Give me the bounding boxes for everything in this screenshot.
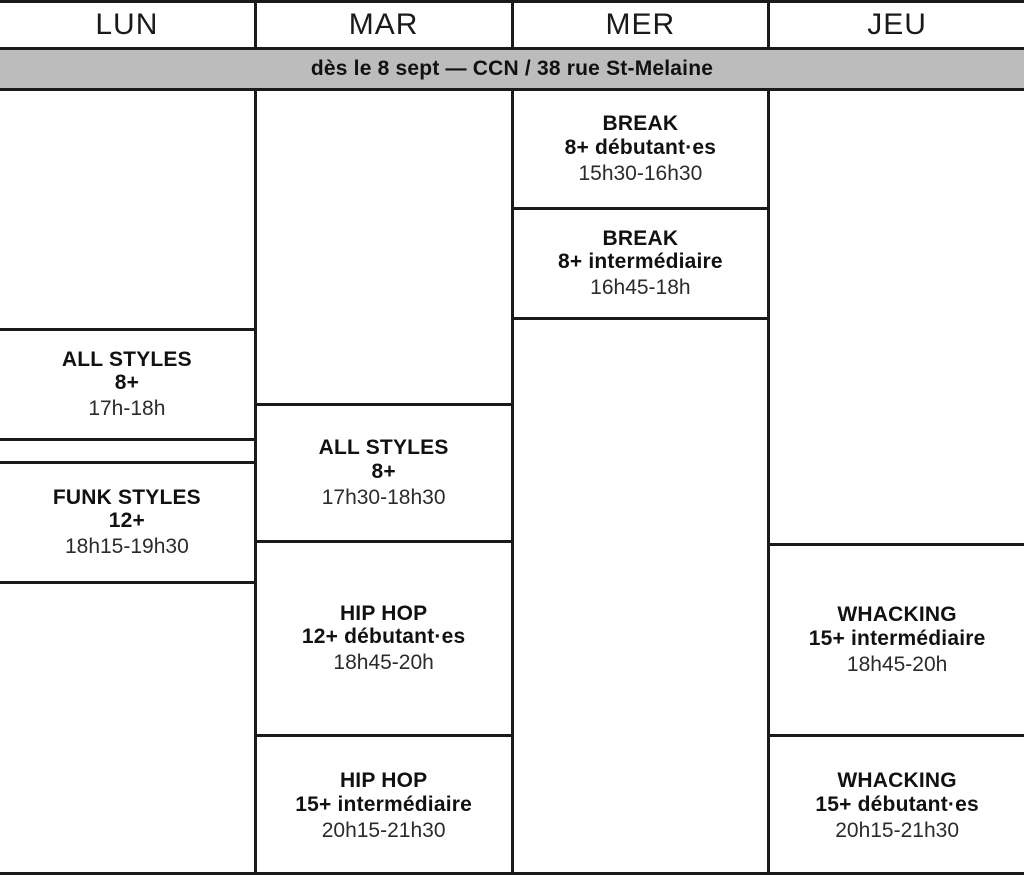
class-slot-jeu-whacking-debutantes[interactable] [770, 737, 1024, 875]
class-slot-lun-all-styles[interactable] [0, 328, 254, 441]
class-title: ALL STYLES [61, 347, 192, 371]
class-level: 12+ [108, 509, 145, 533]
column-jeu [770, 91, 1024, 872]
class-time: 18h15-19h30 [64, 535, 189, 559]
column-mer [514, 91, 771, 872]
class-time: 17h30-18h30 [321, 485, 446, 509]
schedule-grid [0, 91, 1024, 872]
class-slot-mer-break-debutantes[interactable] [514, 91, 768, 210]
class-time: 20h15-21h30 [835, 818, 960, 842]
info-banner-text: dès le 8 sept — CCN / 38 rue St-Melaine [310, 57, 714, 80]
class-title: HIP HOP [339, 769, 428, 793]
class-slot-mar-hip-hop-15[interactable] [257, 737, 511, 875]
class-level: 8+ [114, 371, 140, 395]
day-header-lun: LUN [0, 3, 257, 47]
class-slot-lun-funk-styles[interactable] [0, 461, 254, 584]
class-title: BREAK [602, 226, 679, 250]
class-slot-mar-all-styles[interactable] [257, 403, 511, 543]
class-time: 20h15-21h30 [321, 818, 446, 842]
class-level: 8+ [371, 459, 396, 483]
class-title: WHACKING [837, 769, 957, 793]
class-level: 15+ débutant·es [815, 792, 979, 816]
class-time: 16h45-18h [590, 276, 691, 300]
class-level: 15+ intermédiaire [295, 792, 472, 816]
day-header-mar: MAR [257, 3, 514, 47]
class-slot-jeu-whacking-intermediaire[interactable] [770, 543, 1024, 737]
day-header-jeu: JEU [867, 8, 927, 41]
class-title: WHACKING [837, 603, 957, 627]
class-level: 12+ débutant·es [301, 625, 466, 649]
class-title: HIP HOP [339, 601, 428, 625]
class-level: 15+ intermédiaire [808, 626, 986, 650]
class-title: BREAK [602, 112, 679, 136]
day-header-row [0, 3, 1024, 47]
class-title: FUNK STYLES [52, 485, 201, 509]
column-lun [0, 91, 257, 872]
class-level: 8+ intermédiaire [557, 250, 723, 274]
class-level: 8+ débutant·es [564, 135, 717, 159]
class-slot-mar-hip-hop-12[interactable] [257, 543, 511, 737]
class-slot-mer-break-intermediaire[interactable] [514, 210, 768, 320]
class-title: ALL STYLES [318, 436, 449, 460]
class-time: 15h30-16h30 [578, 161, 703, 185]
class-time: 18h45-20h [333, 651, 434, 675]
day-header-mer: MER [514, 3, 771, 47]
column-mar [257, 91, 514, 872]
info-banner [0, 47, 1024, 91]
class-time: 18h45-20h [846, 652, 948, 676]
class-time: 17h-18h [88, 397, 166, 421]
